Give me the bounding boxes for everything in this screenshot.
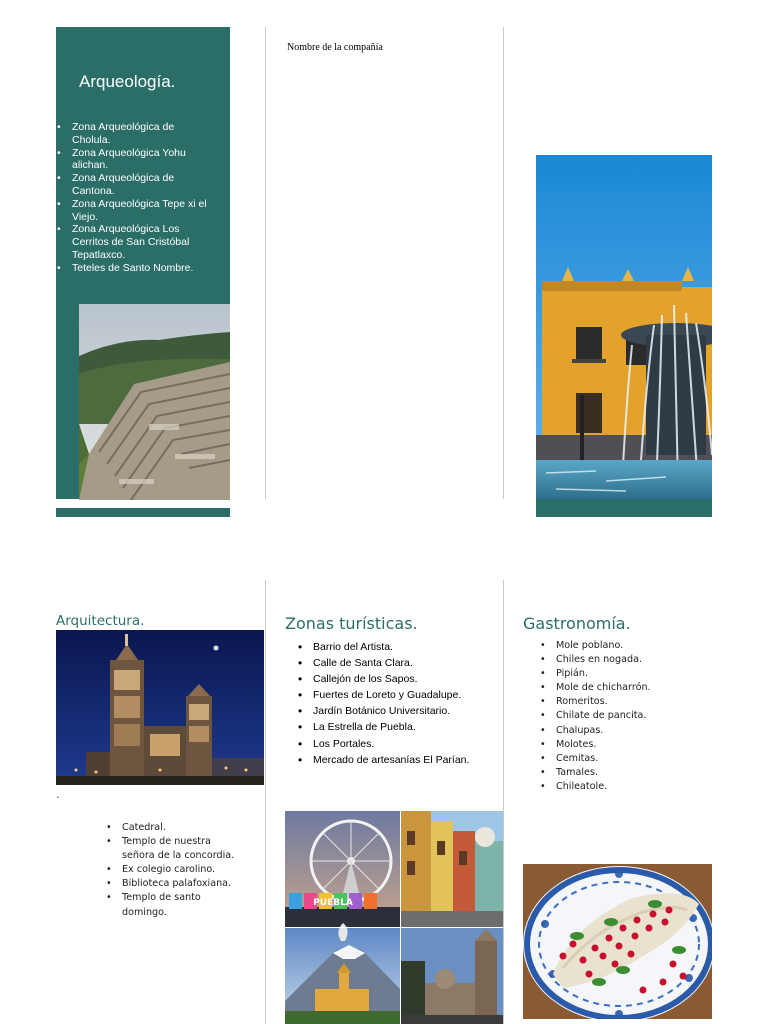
list-item: • Chileatole.	[540, 780, 651, 794]
list-item: • Tamales.	[540, 766, 651, 780]
list-item: • Jardín Botánico Universitario.	[298, 703, 469, 719]
pyramid-photo	[79, 304, 230, 500]
cathedral-photo	[56, 630, 264, 785]
arquitectura-list	[106, 821, 246, 920]
list-item: • Ex colegio carolino.	[106, 863, 246, 877]
list-item: • Zona Arqueológica Yohu alichan.	[57, 147, 207, 173]
list-item: • Romeritos.	[540, 695, 651, 709]
arqueologia-panel-footer-bar	[56, 508, 230, 517]
divider-bottom-right	[503, 580, 504, 1024]
list-item: • Chalupas.	[540, 724, 651, 738]
list-item: • Los Portales.	[298, 736, 469, 752]
list-item: • Calle de Santa Clara.	[298, 655, 469, 671]
divider-top-left	[265, 27, 266, 499]
list-item: • Templo de nuestra señora de la concordia.	[106, 835, 246, 863]
divider-top-right	[503, 27, 504, 499]
list-item: • La Estrella de Puebla.	[298, 719, 469, 735]
list-item: • Chilate de pancita.	[540, 709, 651, 723]
list-item: • Mole de chicharrón.	[540, 681, 651, 695]
divider-bottom-left	[265, 580, 266, 1024]
gastronomia-list	[540, 639, 651, 794]
puebla-collage-photo	[285, 811, 503, 1024]
puebla-sign-text: PUEBLA	[313, 898, 353, 908]
fountain-building-photo	[536, 155, 712, 499]
list-item: • Teteles de Santo Nombre.	[57, 262, 207, 275]
gastronomia-title: Gastronomía.	[523, 614, 631, 633]
list-item: • Mercado de artesanías El Parían.	[298, 752, 469, 768]
list-item: • Biblioteca palafoxiana.	[106, 877, 246, 891]
list-item: • Zona Arqueológica de Cholula.	[57, 121, 207, 147]
list-item: • Cemitas.	[540, 752, 651, 766]
arquitectura-dot: .	[56, 786, 60, 801]
list-item: • Mole poblano.	[540, 639, 651, 653]
company-name: Nombre de la compañía	[287, 42, 383, 53]
list-item: • Catedral.	[106, 821, 246, 835]
fountain-photo-footer-bar	[536, 498, 712, 517]
zonas-list	[298, 639, 469, 768]
list-item: • Callejón de los Sapos.	[298, 671, 469, 687]
list-item: • Templo de santo domingo.	[106, 891, 246, 919]
list-item: • Zona Arqueológica de Cantona.	[57, 172, 207, 198]
list-item: • Zona Arqueológica Los Cerritos de San Cristóbal Tepatlaxco.	[57, 223, 207, 261]
list-item: • Zona Arqueológica Tepe xi el Viejo.	[57, 198, 207, 224]
list-item: • Fuertes de Loreto y Guadalupe.	[298, 687, 469, 703]
arquitectura-title: Arquitectura.	[56, 613, 145, 629]
list-item: • Chiles en nogada.	[540, 653, 651, 667]
arqueologia-list	[57, 121, 207, 275]
zonas-title: Zonas turísticas.	[285, 614, 418, 633]
arqueologia-title: Arqueología.	[79, 72, 176, 91]
list-item: • Pipián.	[540, 667, 651, 681]
list-item: • Molotes.	[540, 738, 651, 752]
list-item: • Barrio del Artista.	[298, 639, 469, 655]
chiles-en-nogada-photo	[523, 864, 712, 1019]
